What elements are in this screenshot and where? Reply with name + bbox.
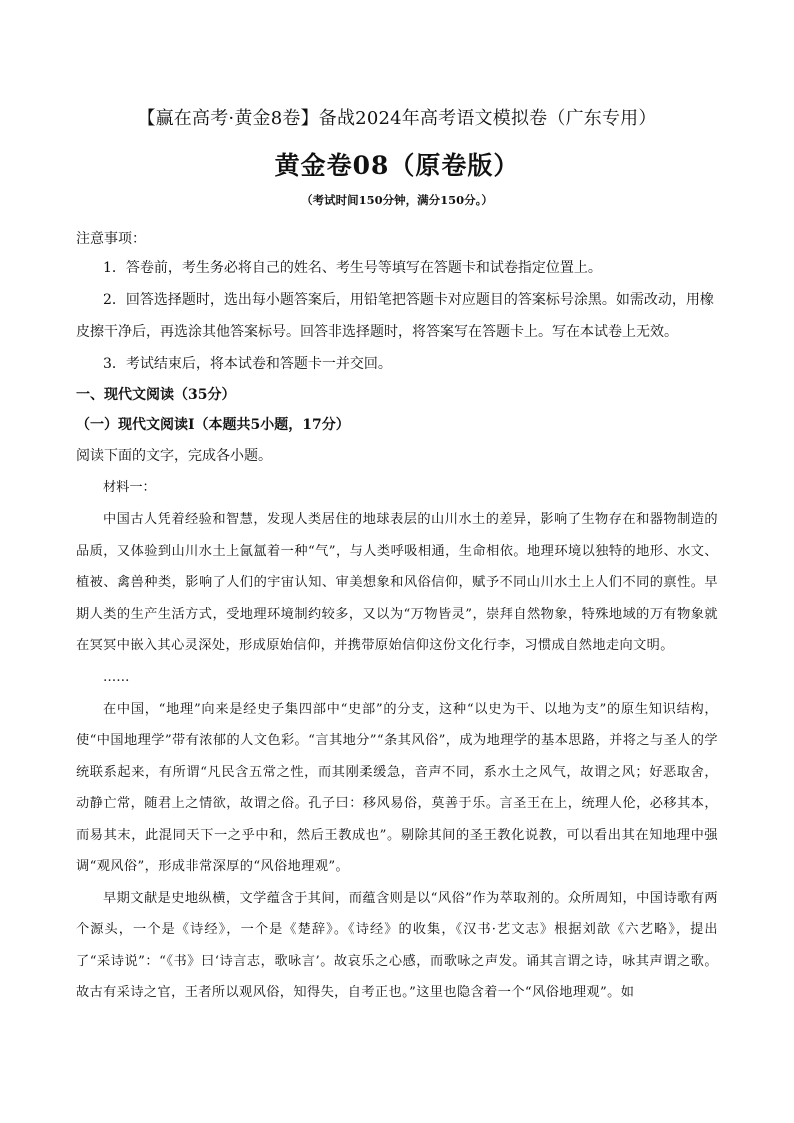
reading-instruction: 阅读下面的文字，完成各小题。	[76, 448, 272, 464]
notes-heading: 注意事项：	[76, 231, 146, 247]
exam-time-note: （考试时间150分钟，满分150分。）	[301, 193, 493, 207]
material-label: 材料一：	[103, 480, 156, 495]
section-heading: 一、现代文阅读（35分）	[76, 387, 236, 403]
subsection-heading: （一）现代文阅读I（本题共5小题，17分）	[76, 417, 350, 433]
passage-paragraph-2: 在中国，“地理”向来是经史子集四部中“史部”的分支，这种“以史为干、以地为支”的原生知识结构，使“中国地理学”带有浓郁的人文色彩。“言其地分”“条其风俗”，成为地理学的基本思路，并将之与圣人的学统联系起来，有所谓“凡民含五常之性，而其刚柔缓急，音声不同，系水土之风气，故谓之风；好恶取舍，动静亡常，随君上之情欲，故谓之俗。孔子曰：移风易俗，莫善于乐。言圣王在上，统理人伦，必移其本，而易其末，此混同天下一之乎中和，然后王教成也”。剔除其间的圣王教化说教，可以看出其在知地理中强调“观风俗”，形成非常深厚的“风俗地理观”。	[76, 701, 718, 874]
passage-ellipsis: ……	[103, 669, 130, 685]
note-item-1: 1．答卷前，考生务必将自己的姓名、考生号等填写在答题卡和试卷指定位置上。	[103, 260, 602, 276]
note-item-3: 3．考试结束后，将本试卷和答题卡一并交回。	[103, 356, 392, 372]
exam-series-title: 【赢在高考·黄金8卷】备战2024年高考语文模拟卷（广东专用）	[137, 108, 657, 129]
passage-paragraph-3: 早期文献是史地纵横，文学蕴含于其间，而蕴含则是以“风俗”作为萃取剂的。众所周知，中国诗歌有两个源头，一个是《诗经》，一个是《楚辞》。《诗经》的收集，《汉书·艺文志》根据刘歆《六艺略》，提出了“采诗说”：“《书》曰‘诗言志，歌咏言’。故哀乐之心感，而歌咏之声发。诵其言谓之诗，咏其声谓之歌。故古有采诗之官，王者所以观风俗，知得失，自考正也。”这里也隐含着一个“风俗地理观”。如	[76, 890, 718, 1000]
note-item-2: 2．回答选择题时，选出每小题答案后，用铅笔把答题卡对应题目的答案标号涂黑。如需改动，用橡皮擦干净后，再选涂其他答案标号。回答非选择题时，将答案写在答题卡上。写在本试卷上无效。	[76, 292, 714, 340]
passage-paragraph-1: 中国古人凭着经验和智慧，发现人类居住的地球表层的山川水土的差异，影响了生物存在和器物制造的品质，又体验到山川水土上氤氲着一种“气”，与人类呼吸相通，生命相依。地理环境以独特的地形、水文、植被、禽兽种类，影响了人们的宇宙认知、审美想象和风俗信仰，赋予不同山川水土上人们不同的禀性。早期人类的生产生活方式，受地理环境制约较多，又以为“万物皆灵”，崇拜自然物象，特殊地域的万有物象就在冥冥中嵌入其心灵深处，形成原始信仰，并携带原始信仰这份文化行李，习惯成自然地走向文明。	[76, 512, 718, 653]
exam-paper-title: 黄金卷08（原卷版）	[274, 151, 520, 180]
